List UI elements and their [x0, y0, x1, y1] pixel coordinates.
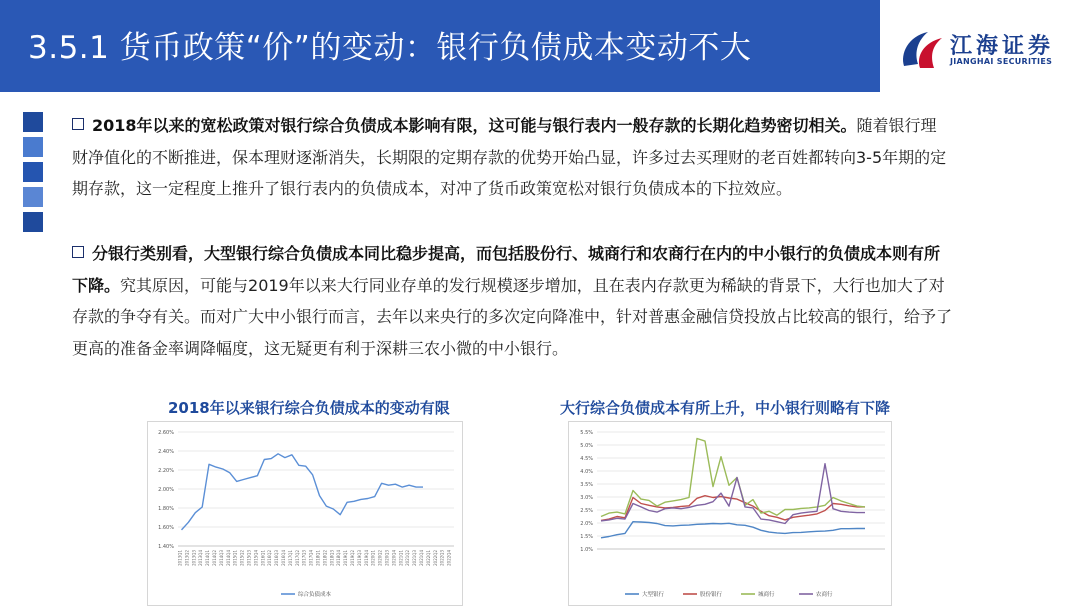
deco-square — [23, 187, 43, 207]
x-tick-label: 2020Q2 — [377, 550, 383, 566]
x-tick-label: 2016Q2 — [267, 550, 273, 566]
y-tick-label: 1.40% — [158, 544, 174, 550]
y-tick-label: 1.5% — [580, 534, 593, 540]
x-tick-label: 2014Q4 — [225, 550, 231, 566]
x-tick-label: 2021Q1 — [398, 550, 404, 566]
deco-square — [23, 112, 43, 132]
chart-1 — [147, 421, 463, 606]
company-logo — [890, 28, 1070, 72]
y-tick-label: 2.20% — [158, 468, 174, 474]
page-title: 3.5.1 货币政策“价”的变动：银行负债成本变动不大 — [28, 30, 752, 66]
paragraph-2-lead: 分银行类别看，大型银行综合负债成本同比稳步提高，而包括股份行、城商行和农商行在内的中小银行的负债成本则有所下降。 — [72, 244, 941, 295]
x-tick-label: 2014Q1 — [205, 550, 211, 566]
y-tick-label: 2.00% — [158, 487, 174, 493]
deco-square — [23, 137, 43, 157]
legend-entry: 大型银行 — [642, 592, 665, 598]
legend-entry: 综合负债成本 — [298, 592, 332, 598]
series-line — [182, 454, 424, 530]
y-tick-label: 1.60% — [158, 525, 174, 531]
paragraph-1-body: 随着银行理财净值化的不断推进，保本理财逐渐消失，长期限的定期存款的优势开始凸显，许多过去买理财的老百姓都转向3-5年期的定期存款，这一定程度上推升了银行表内的负债成本，对冲了货币政策宽松对银行负债成本的下拉效应。 — [72, 116, 947, 198]
x-tick-label: 2017Q4 — [308, 550, 314, 566]
x-tick-label: 2022Q2 — [432, 550, 438, 566]
x-tick-label: 2013Q1 — [177, 550, 183, 566]
x-tick-label: 2021Q2 — [405, 550, 411, 566]
x-tick-label: 2016Q1 — [260, 550, 266, 566]
chart-1-title: 2018年以来银行综合负债成本的变动有限 — [168, 399, 450, 417]
series-line — [601, 522, 865, 538]
x-tick-label: 2019Q3 — [356, 550, 362, 566]
x-tick-label: 2020Q1 — [370, 550, 376, 566]
legend-entry: 城商行 — [758, 592, 775, 598]
x-tick-label: 2015Q3 — [246, 550, 252, 566]
x-tick-label: 2018Q2 — [322, 550, 328, 566]
x-tick-label: 2017Q1 — [287, 550, 293, 566]
x-tick-label: 2022Q4 — [446, 550, 452, 566]
x-tick-label: 2013Q2 — [184, 550, 190, 566]
bullet-square-icon — [72, 118, 84, 130]
x-tick-label: 2018Q4 — [336, 550, 342, 566]
x-tick-label: 2016Q4 — [280, 550, 286, 566]
x-tick-label: 2013Q3 — [191, 550, 197, 566]
y-tick-label: 5.5% — [580, 430, 593, 436]
y-tick-label: 5.0% — [580, 443, 593, 449]
x-tick-label: 2016Q3 — [274, 550, 280, 566]
y-tick-label: 4.5% — [580, 456, 593, 462]
y-tick-label: 3.5% — [580, 482, 593, 488]
deco-square — [23, 162, 43, 182]
x-tick-label: 2017Q2 — [294, 550, 300, 566]
paragraph-2 — [72, 238, 952, 364]
logo-name-en: JIANGHAI SECURITIES — [950, 57, 1053, 66]
y-tick-label: 4.0% — [580, 469, 593, 475]
y-tick-label: 2.5% — [580, 508, 593, 514]
paragraph-1-lead: 2018年以来的宽松政策对银行综合负债成本影响有限，这可能与银行表内一般存款的长期化趋势密切相关。 — [92, 116, 857, 135]
x-tick-label: 2021Q4 — [418, 550, 424, 566]
x-tick-label: 2020Q4 — [391, 550, 397, 566]
paragraph-2-body: 究其原因，可能与2019年以来大行同业存单的发行规模逐步增加，且在表内存款更为稀缺的背景下，大行也加大了对存款的争夺有关。而对广大中小银行而言，去年以来央行的多次定向降准中，针对普惠金融信贷投放占比较高的银行，给予了更高的准备金率调降幅度，这无疑更有利于深耕三农小微的中小银行。 — [72, 275, 953, 358]
series-line — [601, 439, 865, 517]
legend-entry: 农商行 — [816, 592, 833, 598]
y-tick-label: 2.40% — [158, 449, 174, 455]
bullet-square-icon — [72, 246, 84, 258]
y-tick-label: 3.0% — [580, 495, 593, 501]
x-tick-label: 2017Q3 — [301, 550, 307, 566]
x-tick-label: 2014Q3 — [218, 550, 224, 566]
y-tick-label: 2.60% — [158, 430, 174, 436]
chart-2-title: 大行综合负债成本有所上升，中小银行则略有下降 — [560, 399, 891, 417]
x-tick-label: 2015Q1 — [232, 550, 238, 566]
x-tick-label: 2015Q2 — [239, 550, 245, 566]
x-tick-label: 2022Q3 — [439, 550, 445, 566]
x-tick-label: 2019Q2 — [349, 550, 355, 566]
y-tick-label: 1.0% — [580, 547, 593, 553]
x-tick-label: 2013Q4 — [198, 550, 204, 566]
series-line — [601, 464, 865, 524]
x-tick-label: 2019Q4 — [363, 550, 369, 566]
x-tick-label: 2022Q1 — [425, 550, 431, 566]
paragraph-1 — [72, 110, 952, 205]
chart-2-svg — [569, 422, 891, 605]
y-tick-label: 1.80% — [158, 506, 174, 512]
jianghai-logo-icon — [898, 28, 944, 72]
x-tick-label: 2020Q3 — [384, 550, 390, 566]
title-bar — [0, 0, 880, 92]
deco-square — [23, 212, 43, 232]
x-tick-label: 2018Q1 — [315, 550, 321, 566]
legend-entry: 股份银行 — [700, 592, 723, 598]
x-tick-label: 2015Q4 — [253, 550, 259, 566]
logo-name-cn: 江海证券 — [950, 34, 1055, 59]
x-tick-label: 2018Q3 — [329, 550, 335, 566]
x-tick-label: 2014Q2 — [211, 550, 217, 566]
x-tick-label: 2019Q1 — [343, 550, 349, 566]
chart-2 — [568, 421, 892, 606]
x-tick-label: 2021Q3 — [412, 550, 418, 566]
chart-1-svg — [148, 422, 462, 605]
y-tick-label: 2.0% — [580, 521, 593, 527]
